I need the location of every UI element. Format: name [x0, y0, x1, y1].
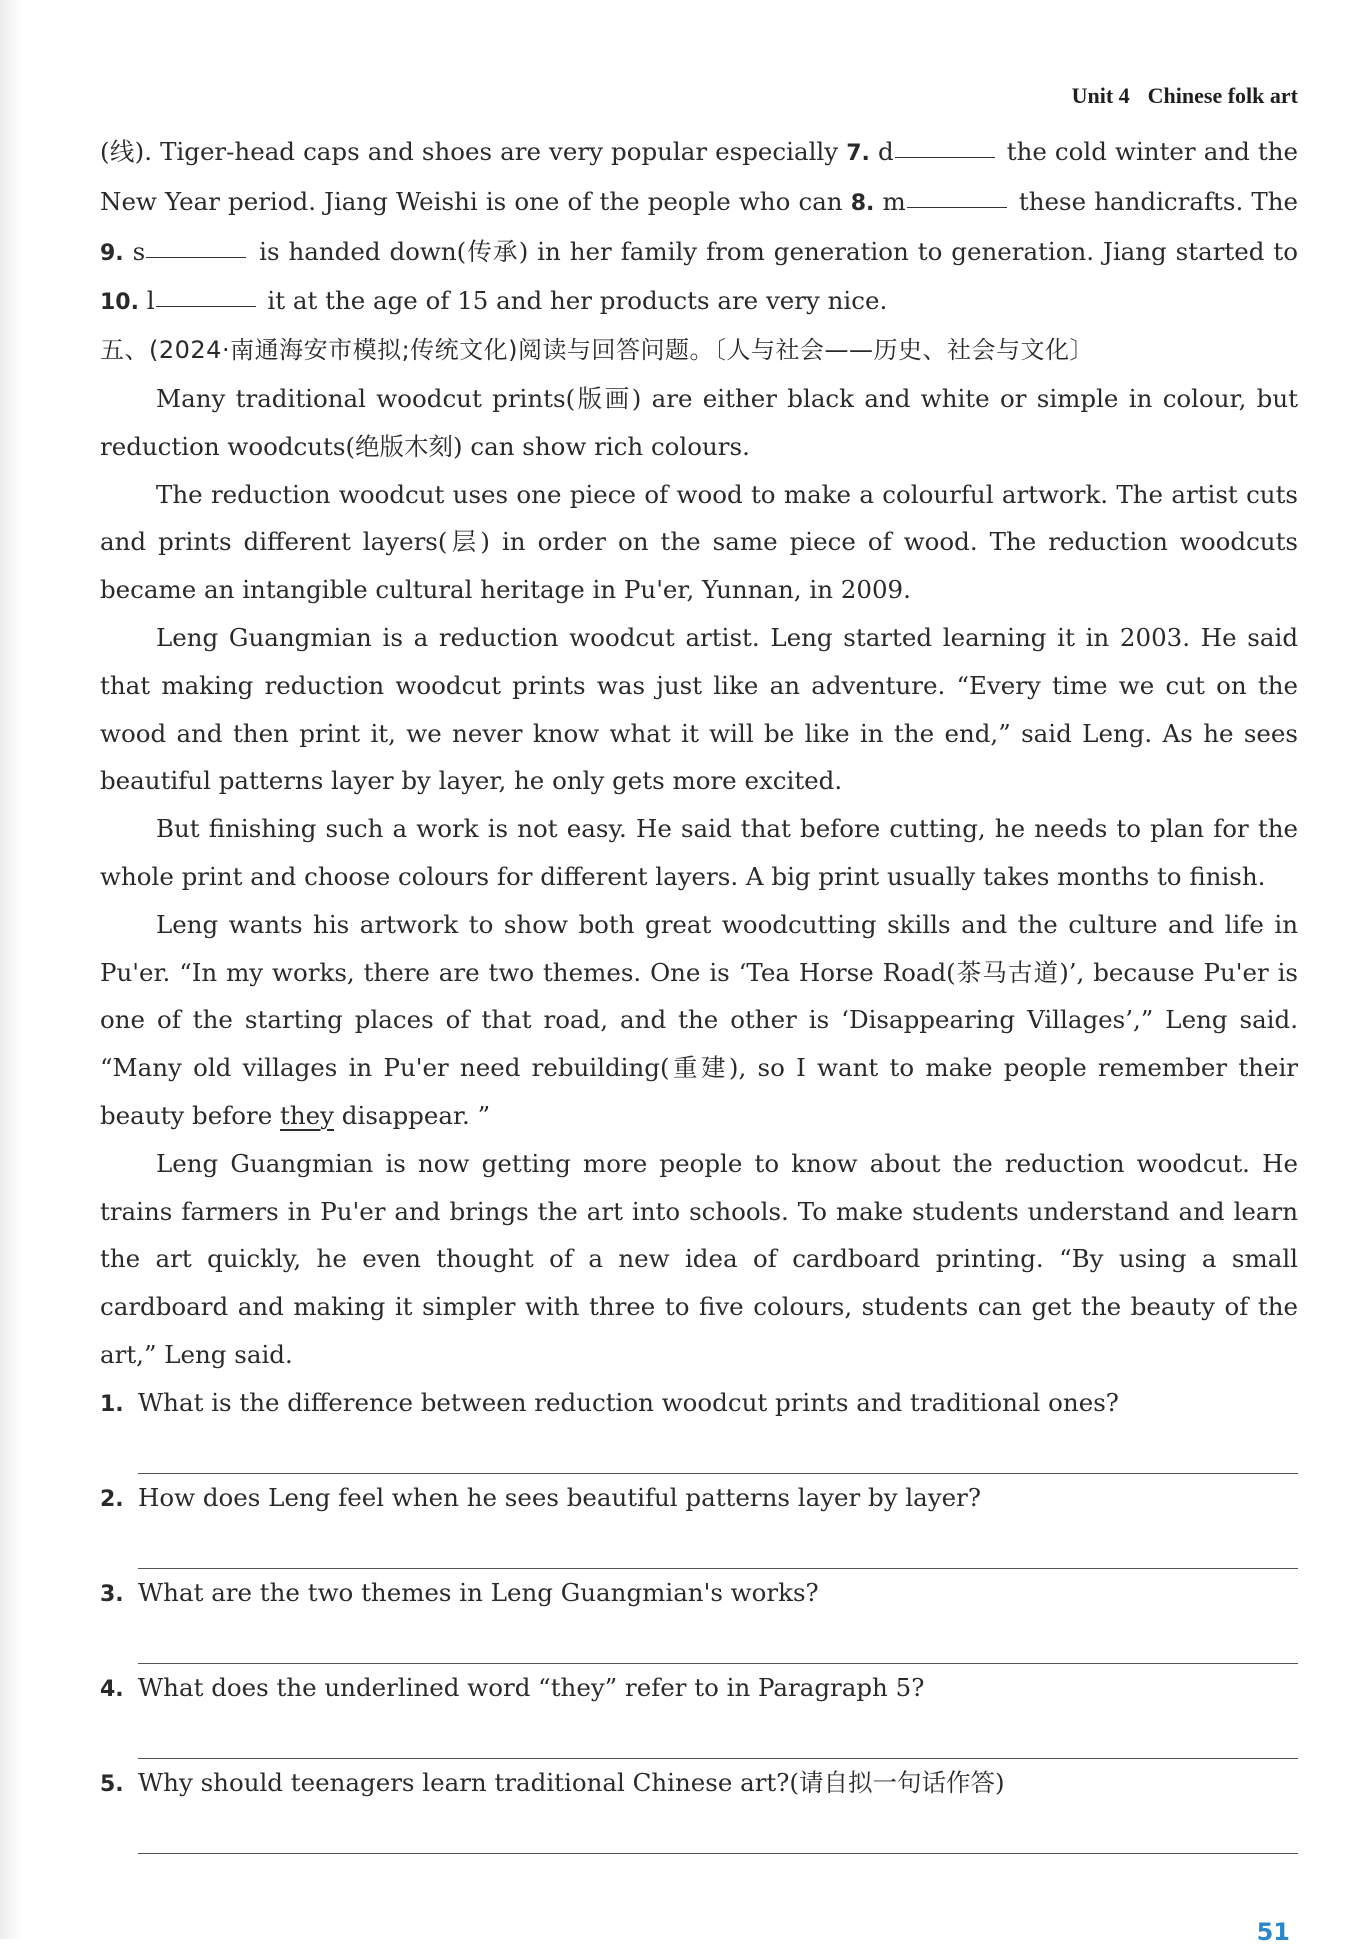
underlined-word-they: they — [280, 1100, 335, 1130]
passage-paragraph-3: Leng Guangmian is a reduction woodcut artist. Leng started learning it in 2003. He said that making reduction woodcut prints was just like an adventure. “Every time we cut on the wood and then print it, we never know what it will be like in the end,” said Leng. As he sees beautiful patterns layer by layer, he only gets more excited. — [100, 622, 1298, 796]
question-number: 2. — [100, 1486, 124, 1512]
text-run: (线). Tiger-head caps and shoes are very popular especially — [100, 137, 847, 166]
unit-label: Unit 4 — [1071, 83, 1130, 108]
question-number: 5. — [100, 1771, 124, 1797]
blank-hint-9: s — [123, 236, 146, 266]
page-number: 51 — [1256, 1918, 1290, 1946]
answer-line-5[interactable] — [138, 1806, 1298, 1853]
question-text: Why should teenagers learn traditional Chinese art?(请自拟一句话作答) — [138, 1767, 1005, 1797]
text-run: disappear. ” — [334, 1100, 491, 1130]
blank-number-9: 9. — [100, 240, 124, 266]
question-text: What is the difference between reduction woodcut prints and traditional ones? — [138, 1387, 1119, 1417]
passage-paragraph-5 — [100, 901, 1298, 1140]
blank-number-8: 8. — [850, 190, 875, 216]
text-run: is handed down(传承) in her family from generation to generation. Jiang started to — [250, 236, 1298, 266]
text-run: Leng wants his artwork to show both great woodcutting skills and the culture and life in Pu'er. “In my works, there are two themes. One is ‘Tea Horse Road(茶马古道)’, because Pu'er is one of the starting places of that road, and the other is ‘Disappearing Villages’,” Leng said. “Many old villages in Pu'er need rebuilding(重建), so I want to make people remember their beauty before — [100, 909, 1298, 1130]
blank-hint-10: l — [138, 286, 155, 316]
passage-paragraph-2: The reduction woodcut uses one piece of wood to make a colourful artwork. The artist cuts and prints different layers(层) in order on the same piece of wood. The reduction woodcuts became an intangible cultural heritage in Pu'er, Yunnan, in 2009. — [100, 479, 1298, 605]
blank-hint-8: m — [874, 186, 906, 216]
question-3 — [100, 1569, 1298, 1617]
text-run: the cold winter and the New Year period. Jiang Weishi is one of the people who can — [100, 137, 1299, 216]
blank-10[interactable] — [156, 305, 256, 307]
answer-line-3[interactable] — [138, 1616, 1298, 1663]
question-number: 3. — [100, 1581, 124, 1607]
question-text: What does the underlined word “they” refer to in Paragraph 5? — [138, 1672, 925, 1702]
blank-number-7: 7. — [846, 141, 870, 166]
fill-in-paragraph — [100, 128, 1298, 327]
blank-8[interactable] — [907, 206, 1007, 208]
question-number: 1. — [100, 1391, 124, 1417]
blank-9[interactable] — [146, 256, 246, 258]
blank-7[interactable] — [895, 156, 995, 158]
running-header — [1072, 83, 1298, 109]
answer-line-2[interactable] — [138, 1522, 1298, 1569]
section-heading: 五、(2024·南通海安市模拟;传统文化)阅读与回答问题。〔人与社会——历史、社会与文化〕 — [100, 336, 1095, 365]
question-text: How does Leng feel when he sees beautiful patterns layer by layer? — [138, 1482, 981, 1512]
passage-paragraph-1: Many traditional woodcut prints(版画) are either black and white or simple in colour, but reduction woodcuts(绝版木刻) can show rich colours. — [100, 383, 1298, 461]
blank-hint-7: d — [869, 137, 894, 166]
question-text: What are the two themes in Leng Guangmian's works? — [138, 1577, 819, 1607]
question-5 — [100, 1759, 1298, 1807]
question-1 — [100, 1379, 1298, 1427]
question-list — [100, 1379, 1298, 1854]
text-run: it at the age of 15 and her products are very nice. — [259, 286, 888, 316]
text-run: these handicrafts. The — [1010, 186, 1298, 216]
blank-number-10: 10. — [100, 290, 139, 316]
passage-paragraph-4: But finishing such a work is not easy. He said that before cutting, he needs to plan for the whole print and choose colours for different layers. A big print usually takes months to finish. — [100, 814, 1298, 891]
page-content — [100, 128, 1298, 1854]
unit-title: Chinese folk art — [1147, 83, 1298, 108]
page-edge-shadow — [0, 0, 22, 1939]
question-2 — [100, 1474, 1298, 1522]
passage-paragraph-6: Leng Guangmian is now getting more people to know about the reduction woodcut. He trains farmers in Pu'er and brings the art into schools. To make students understand and learn the art quickly, he even thought of a new idea of cardboard printing. “By using a small cardboard and making it simpler with three to five colours, students can get the beauty of the art,” Leng said. — [100, 1148, 1298, 1369]
answer-line-1[interactable] — [138, 1427, 1298, 1474]
answer-line-4[interactable] — [138, 1711, 1298, 1758]
question-number: 4. — [100, 1676, 124, 1702]
question-4 — [100, 1664, 1298, 1712]
